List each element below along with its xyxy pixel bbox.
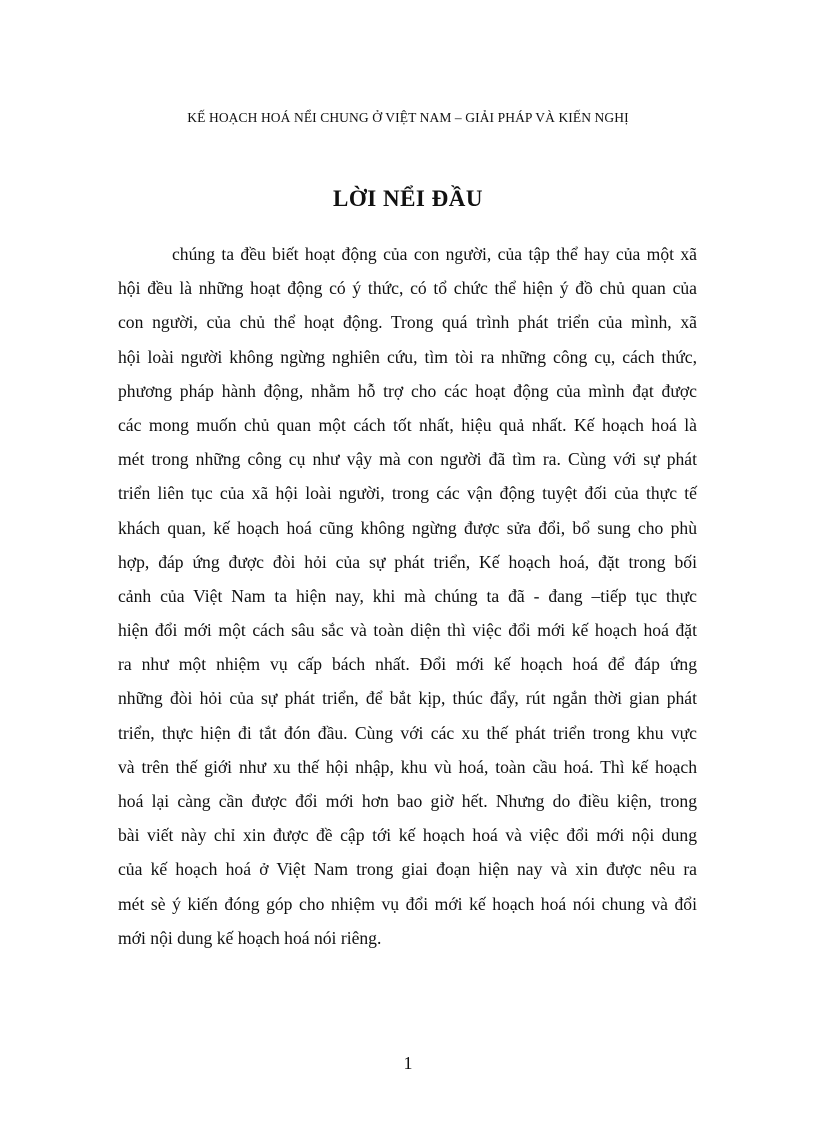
paragraph-line: các mong muốn chủ quan một cách tốt nhất, hiệu quả nhất. Kế hoạch hoá là	[118, 414, 697, 435]
paragraph-line: hiện đổi mới một cách sâu sắc và toàn diện thì việc đổi mới kế hoạch hoá đặt	[118, 620, 697, 641]
page-number: 1	[403, 1053, 413, 1073]
body-paragraph	[118, 237, 697, 955]
paragraph-line: chúng ta đều biết hoạt động của con người, của tập thể hay của một xã	[172, 244, 697, 264]
paragraph-line: hợp, đáp ứng được đòi hỏi của sự phát triển, Kế hoạch hoá, đặt trong bối	[118, 551, 697, 572]
document-title: LỜI NỂI ĐẦU	[333, 186, 483, 211]
paragraph-line: triển liên tục của xã hội loài người, trong các vận động tuyệt đối của thực tế	[118, 483, 697, 504]
paragraph-line: hội loài người không ngừng nghiên cứu, tìm tòi ra những công cụ, cách thức,	[118, 346, 697, 367]
paragraph-line: những đòi hỏi của sự phát triển, để bắt kịp, thúc đẩy, rút ngắn thời gian phát	[118, 688, 697, 709]
paragraph-line: mét trong những công cụ như vậy mà con người đã tìm ra. Cùng với sự phát	[118, 449, 697, 470]
paragraph-line: và trên thế giới như xu thế hội nhập, khu vù hoá, toàn cầu hoá. Thì kế hoạch	[118, 756, 697, 777]
paragraph-line: phương pháp hành động, nhằm hỗ trợ cho các hoạt động của mình đạt được	[118, 380, 697, 401]
paragraph-line: ra như một nhiệm vụ cấp bách nhất. Đổi mới kế hoạch hoá để đáp ứng	[118, 654, 697, 675]
paragraph-line: hội đều là những hoạt động có ý thức, có tổ chức thể hiện ý đồ chủ quan của	[118, 278, 697, 299]
paragraph-line: cảnh của Việt Nam ta hiện nay, khi mà chúng ta đã - đang –tiếp tục thực	[118, 585, 697, 606]
paragraph-line: con người, của chủ thể hoạt động. Trong quá trình phát triển của mình, xã	[118, 312, 697, 333]
paragraph-line: triển, thực hiện đi tắt đón đầu. Cùng với các xu thế phát triển trong khu vực	[118, 722, 697, 743]
paragraph-line: của kế hoạch hoá ở Việt Nam trong giai đoạn hiện nay và xin được nêu ra	[118, 859, 697, 880]
paragraph-line: hoá lại càng cần được đổi mới hơn bao giờ hết. Nhưng do điều kiện, trong	[118, 791, 697, 811]
running-header: KẾ HOẠCH HOÁ NỂI CHUNG Ở VIỆT NAM – GIẢI PHÁP VÀ KIẾN NGHỊ	[187, 110, 629, 125]
paragraph-line: mới nội dung kế hoạch hoá nói riêng.	[118, 927, 382, 948]
paragraph-line: khách quan, kế hoạch hoá cũng không ngừng được sửa đổi, bổ sung cho phù	[118, 517, 697, 538]
paragraph-line: bài viết này chỉ xin được đề cập tới kế hoạch hoá và việc đổi mới nội dung	[118, 825, 697, 846]
paragraph-line: mét sè ý kiến đóng góp cho nhiệm vụ đổi mới kế hoạch hoá nói chung và đổi	[118, 893, 697, 914]
